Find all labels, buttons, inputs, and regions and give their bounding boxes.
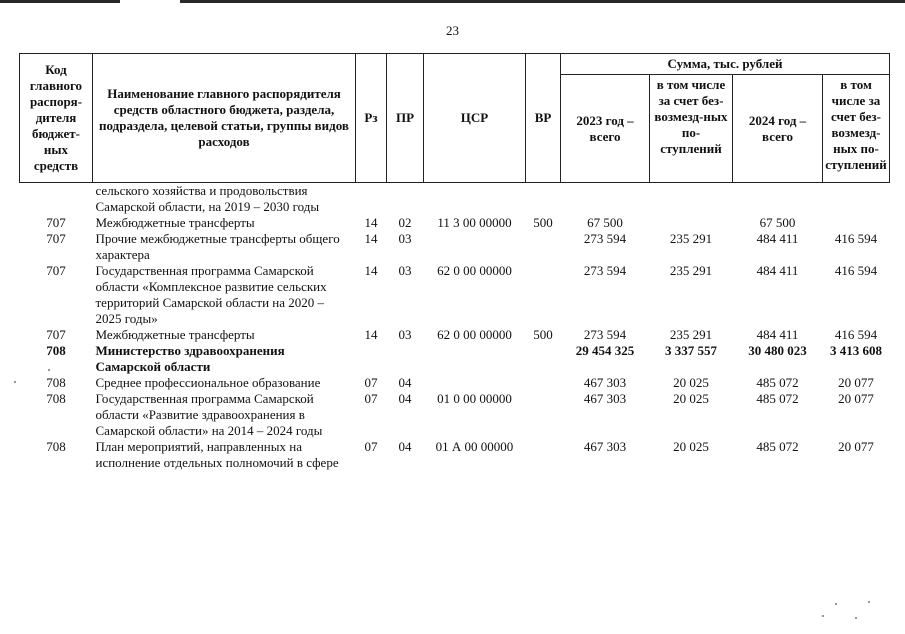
row-kod: 707 — [46, 215, 66, 230]
row-sum-2023: 29 454 325 — [575, 343, 635, 358]
row-vr: 500 — [533, 327, 553, 342]
row-pr: 03 — [398, 231, 412, 246]
row-csr: 01 А 00 00000 — [435, 439, 514, 454]
row-sum-2023: 467 303 — [583, 375, 627, 390]
row-name: Межбюджетные трансферты — [95, 327, 255, 342]
row-sum-2023: 273 594 — [583, 327, 627, 342]
row-rz: 14 — [364, 231, 378, 246]
row-csr: 11 3 00 00000 — [437, 215, 512, 230]
row-free-2024: 3 413 608 — [830, 343, 882, 358]
scan-speck — [855, 617, 857, 619]
row-rz — [356, 183, 387, 216]
row-pr: 03 — [398, 327, 412, 342]
row-sum-2024 — [733, 183, 823, 216]
row-sum-2024: 485 072 — [756, 439, 799, 454]
scan-speck — [14, 381, 16, 383]
table-row — [20, 231, 890, 263]
row-free-2023: 3 337 557 — [665, 343, 717, 358]
row-name: Государственная программа Самарской области «Комплексное развитие сельских территорий Самарской области на 2020 – 2025 годы» — [95, 263, 327, 326]
row-free-2023 — [650, 215, 733, 231]
row-sum-2023: 273 594 — [583, 263, 627, 278]
row-vr — [526, 263, 561, 327]
row-free-2024: 20 077 — [838, 391, 874, 406]
row-sum-2023: 273 594 — [583, 231, 627, 246]
row-free-2024: 416 594 — [834, 263, 878, 278]
table-row — [20, 439, 890, 471]
row-pr: 04 — [398, 375, 412, 390]
row-csr — [424, 343, 526, 375]
row-sum-2024: 484 411 — [756, 231, 799, 246]
header-sum-group: Сумма, тыс. рублей — [561, 54, 890, 75]
row-sum-2023: 67 500 — [587, 215, 623, 230]
row-name: План мероприятий, направленных на исполнение отдельных полномочий в сфере — [95, 439, 339, 470]
header-rz: Рз — [356, 54, 387, 183]
row-vr — [526, 343, 561, 375]
row-csr — [424, 183, 526, 216]
row-free-2023 — [650, 183, 733, 216]
table-row — [20, 215, 890, 231]
row-name: Прочие межбюджетные трансферты общего характера — [95, 231, 340, 262]
table-row — [20, 263, 890, 327]
row-kod: 707 — [46, 263, 66, 278]
scan-speck — [868, 601, 870, 603]
row-kod — [20, 183, 93, 216]
row-kod: 708 — [46, 439, 66, 454]
row-sum-2024: 30 480 023 — [748, 343, 807, 358]
page-number: 23 — [446, 23, 459, 38]
row-rz: 07 — [364, 391, 378, 406]
row-vr — [526, 231, 561, 263]
scan-edge-gap — [120, 0, 180, 3]
row-rz: 14 — [364, 215, 378, 230]
row-free-2023: 235 291 — [669, 327, 713, 342]
header-vr: ВР — [526, 54, 561, 183]
table-row — [20, 391, 890, 439]
row-rz: 07 — [364, 375, 378, 390]
table-body — [20, 183, 890, 472]
row-pr: 03 — [398, 263, 412, 278]
header-free-2024: в том числе за счет без-возмезд-ных по-ступлений — [823, 75, 890, 183]
row-rz: 14 — [364, 327, 378, 342]
row-vr: 500 — [533, 215, 553, 230]
table-row — [20, 375, 890, 391]
row-sum-2024: 484 411 — [756, 263, 799, 278]
row-name: сельского хозяйства и продовольствия Самарской области, на 2019 – 2030 годы — [95, 183, 320, 214]
row-sum-2024: 485 072 — [756, 375, 799, 390]
header-kod: Код главного распоря-дителя бюджет-ных средств — [20, 54, 93, 183]
header-free-2023: в том числе за счет без-возмезд-ных по-ступлений — [650, 75, 733, 183]
row-free-2023: 20 025 — [673, 439, 709, 454]
row-name: Среднее профессиональное образование — [95, 375, 321, 390]
row-vr — [526, 439, 561, 471]
table-row — [20, 343, 890, 375]
row-sum-2024: 67 500 — [759, 215, 796, 230]
row-csr: 62 0 00 00000 — [437, 263, 512, 278]
row-vr — [526, 183, 561, 216]
row-pr: 02 — [398, 215, 412, 230]
row-csr: 01 0 00 00000 — [437, 391, 512, 406]
scan-speck — [835, 603, 837, 605]
row-vr — [526, 391, 561, 439]
table-row — [20, 183, 890, 216]
row-sum-2023: 467 303 — [583, 439, 627, 454]
row-kod: 708 — [46, 343, 66, 358]
row-free-2024: 416 594 — [834, 327, 878, 342]
row-kod: 707 — [46, 327, 66, 342]
row-rz — [356, 343, 387, 375]
row-sum-2023: 467 303 — [583, 391, 627, 406]
row-free-2023: 20 025 — [673, 375, 709, 390]
row-free-2024: 20 077 — [838, 439, 874, 454]
row-sum-2024: 485 072 — [756, 391, 799, 406]
table-header — [20, 54, 890, 183]
row-vr — [526, 375, 561, 391]
row-name: Министерство здравоохранения Самарской области — [95, 343, 285, 374]
row-sum-2024: 484 411 — [756, 327, 799, 342]
row-csr: 62 0 00 00000 — [437, 327, 512, 342]
row-pr: 04 — [398, 391, 412, 406]
row-free-2023: 235 291 — [669, 263, 713, 278]
row-rz: 07 — [364, 439, 378, 454]
row-kod: 708 — [46, 391, 66, 406]
header-sum-2023: 2023 год – всего — [561, 75, 650, 183]
row-free-2024: 20 077 — [838, 375, 874, 390]
budget-table — [19, 53, 890, 471]
row-name: Межбюджетные трансферты — [95, 215, 255, 230]
scan-speck — [48, 369, 50, 371]
scan-speck — [822, 615, 824, 617]
row-csr — [424, 375, 526, 391]
row-kod: 708 — [46, 375, 66, 390]
header-csr: ЦСР — [424, 54, 526, 183]
row-csr — [424, 231, 526, 263]
row-kod: 707 — [46, 231, 66, 246]
table-row — [20, 327, 890, 343]
row-rz: 14 — [364, 263, 378, 278]
row-name: Государственная программа Самарской области «Развитие здравоохранения в Самарской области» на 2014 – 2024 годы — [95, 391, 323, 438]
row-free-2024: 416 594 — [834, 231, 878, 246]
row-pr — [387, 183, 424, 216]
row-free-2023: 20 025 — [673, 391, 709, 406]
row-free-2023: 235 291 — [669, 231, 713, 246]
header-name: Наименование главного распорядителя средств областного бюджета, раздела, подраздела, целевой статьи, группы видов расходов — [93, 54, 356, 183]
header-pr: ПР — [387, 54, 424, 183]
row-free-2024 — [823, 183, 890, 216]
row-free-2024 — [823, 215, 890, 231]
row-sum-2023 — [561, 183, 650, 216]
row-pr — [387, 343, 424, 375]
row-pr: 04 — [398, 439, 412, 454]
header-sum-2024: 2024 год – всего — [733, 75, 823, 183]
